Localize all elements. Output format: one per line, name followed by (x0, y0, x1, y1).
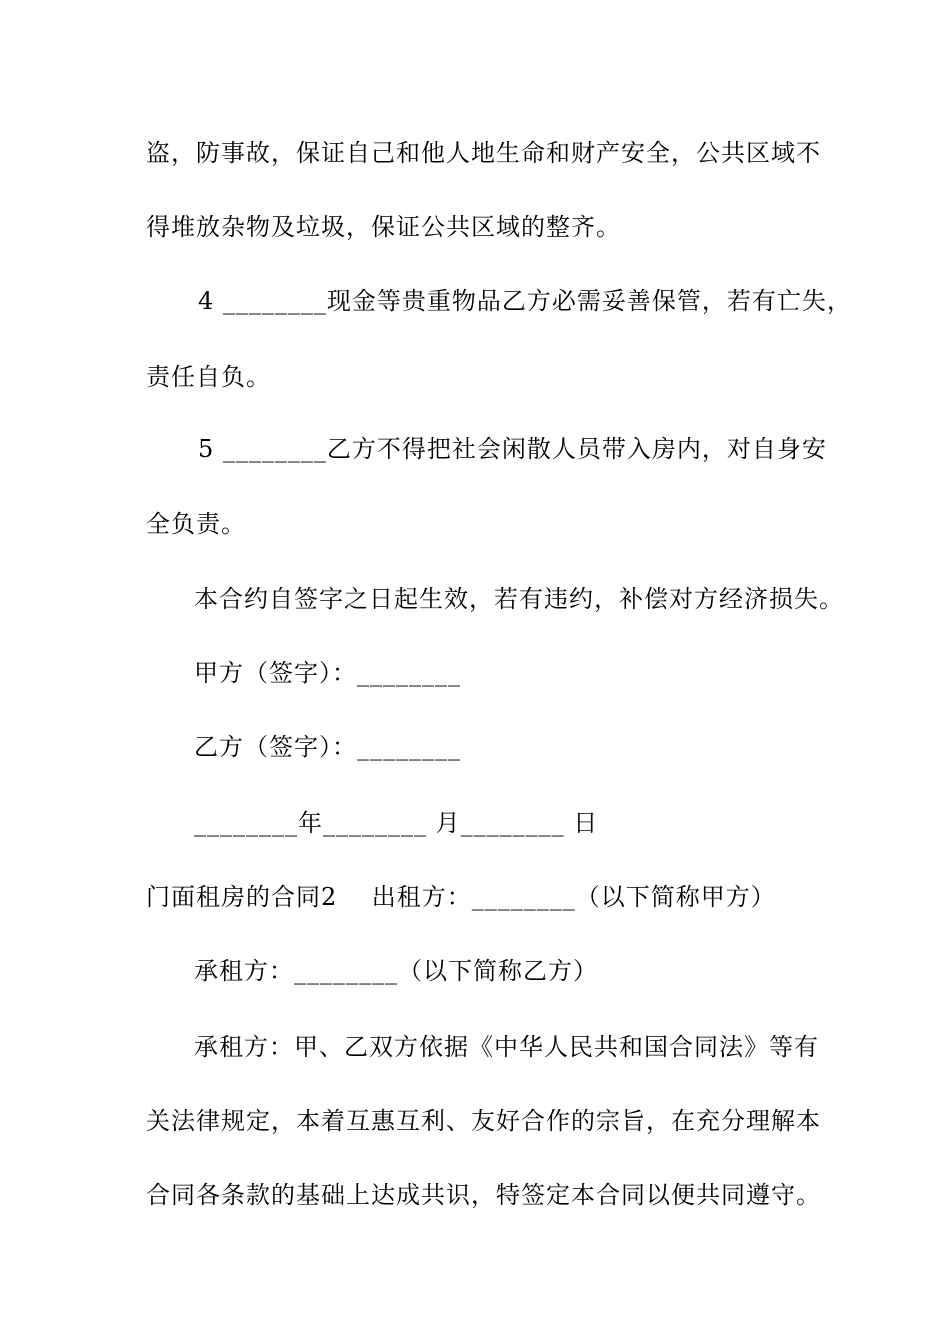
signature-date: ________年________ 月________ 日 (194, 809, 599, 837)
paragraph-line: 得堆放杂物及垃圾，保证公共区域的整齐。 (146, 213, 621, 241)
paragraph-line: 责任自负。 (146, 363, 271, 391)
paragraph-line: 全负责。 (146, 510, 246, 538)
lessee-line: 承租方：________（以下简称乙方） (194, 957, 598, 985)
preamble-line: 承租方：甲、乙双方依据《中华人民共和国合同法》等有 (194, 1033, 819, 1061)
paragraph-line: 关法律规定，本着互惠互利、友好合作的宗旨，在充分理解本 (146, 1107, 821, 1135)
clause-4-line: 4 ________现金等贵重物品乙方必需妥善保管，若有亡失， (198, 287, 852, 315)
paragraph-line: 盗，防事故，保证自己和他人地生命和财产安全，公共区域不 (146, 139, 821, 167)
contract-2-header: 门面租房的合同2 出租方：________（以下简称甲方） (146, 883, 776, 911)
effective-clause: 本合约自签字之日起生效，若有违约，补偿对方经济损失。 (194, 585, 844, 613)
paragraph-line: 合同各条款的基础上达成共识，特签定本合同以便共同遵守。 (146, 1181, 821, 1209)
party-a-signature: 甲方（签字）：________ (194, 659, 461, 687)
party-b-signature: 乙方（签字）：________ (194, 733, 461, 761)
clause-5-line: 5 ________乙方不得把社会闲散人员带入房内，对自身安 (198, 435, 827, 463)
